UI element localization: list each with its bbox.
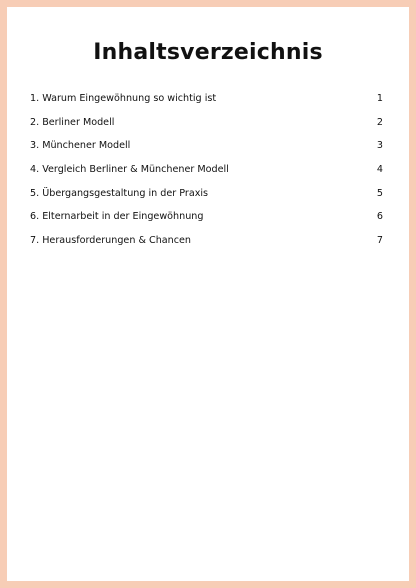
toc-entry-label: 1. Warum Eingewöhnung so wichtig ist: [30, 93, 217, 104]
toc-entry-label: 3. Münchener Modell: [30, 140, 131, 152]
toc-entry-1[interactable]: [30, 93, 386, 117]
toc-entry-4[interactable]: [30, 164, 386, 188]
page-title: Inhaltsverzeichnis: [93, 40, 323, 65]
toc-entry-page-number: 3: [376, 140, 383, 152]
toc-entry-page-number: 2: [376, 116, 383, 128]
table-of-contents: [30, 93, 386, 259]
toc-entry-label: 4. Vergleich Berliner & Münchener Modell: [30, 164, 229, 176]
toc-entry-page-number: 1: [376, 93, 383, 104]
toc-entry-page-number: 7: [376, 235, 383, 247]
toc-entry-page-number: 5: [376, 187, 383, 199]
toc-entry-label: 5. Übergangsgestaltung in der Praxis: [30, 187, 209, 199]
toc-entry-3[interactable]: [30, 140, 386, 164]
toc-entry-6[interactable]: [30, 211, 386, 235]
toc-entry-5[interactable]: [30, 188, 386, 212]
toc-entry-page-number: 4: [376, 164, 383, 176]
toc-entry-label: 2. Berliner Modell: [30, 116, 115, 128]
toc-entry-label: 7. Herausforderungen & Chancen: [30, 235, 191, 247]
toc-entry-label: 6. Elternarbeit in der Eingewöhnung: [30, 211, 204, 223]
toc-entry-7[interactable]: [30, 235, 386, 259]
toc-entry-2[interactable]: [30, 117, 386, 141]
toc-entry-page-number: 6: [376, 211, 383, 223]
